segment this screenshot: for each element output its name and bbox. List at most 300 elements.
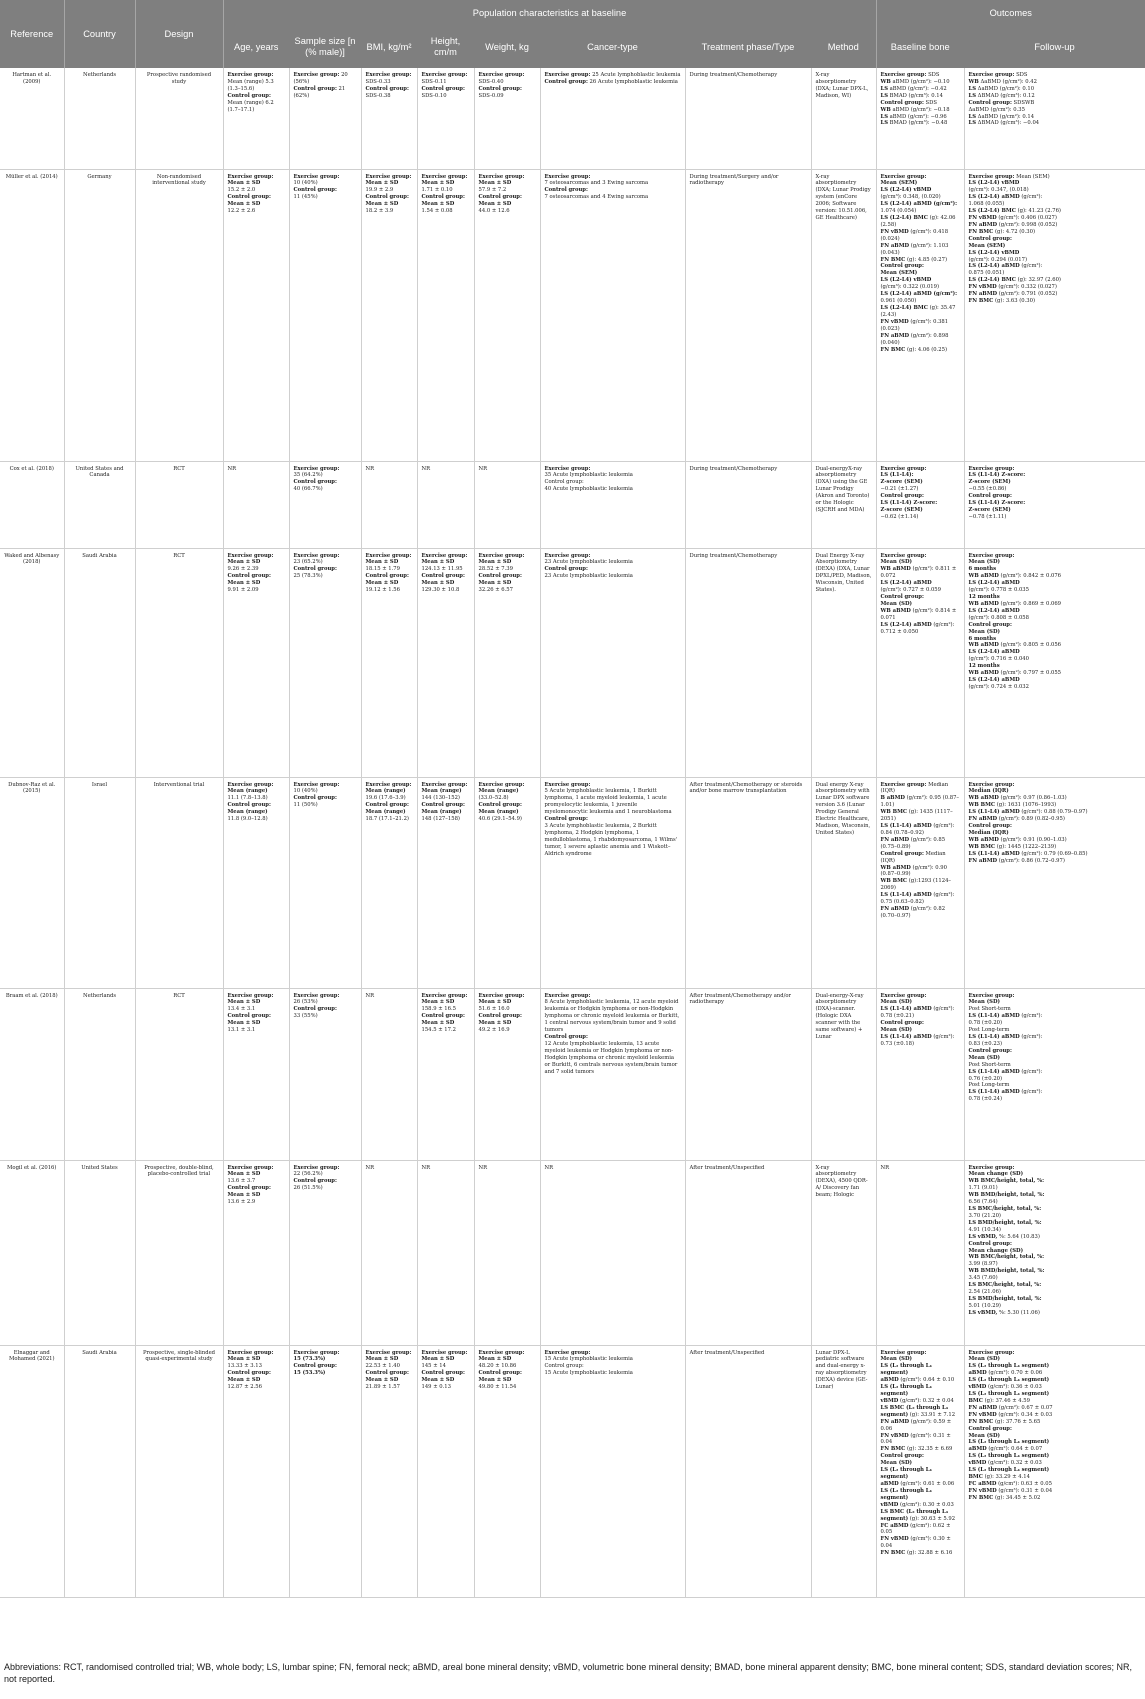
cell-label: WB BMD/height, total, %: bbox=[968, 1192, 1045, 1199]
cell-label: vBMD bbox=[880, 1501, 899, 1508]
cell-label: Mean ± SD bbox=[421, 180, 455, 187]
cell-value: 0.875 (0.051) bbox=[968, 270, 1005, 277]
cell-label: Exercise group: bbox=[421, 72, 468, 78]
cell-bmi bbox=[361, 1345, 417, 1597]
cell-cancer bbox=[540, 1345, 685, 1597]
cell-treatment bbox=[685, 548, 811, 777]
cell-line bbox=[881, 1433, 960, 1447]
cell-line bbox=[545, 486, 681, 493]
cell-value: After treatment/Chemotherapy or steroids and/or bone marrow transplantation bbox=[689, 781, 803, 795]
cell-label: Control group: bbox=[421, 85, 465, 92]
cell-label: Exercise group: bbox=[880, 1349, 927, 1356]
cell-value: SDS-0.38 bbox=[365, 92, 391, 99]
cell-design bbox=[135, 68, 223, 169]
cell-label: LS (L1-L4) aBMD bbox=[880, 1034, 932, 1041]
cell-value: 3.45 (7.60) bbox=[968, 1275, 998, 1282]
cell-label: Control group: bbox=[421, 802, 465, 809]
cell-value: 148 (127–158) bbox=[421, 816, 460, 823]
cell-design bbox=[135, 169, 223, 461]
cell-height bbox=[417, 169, 474, 461]
cell-line bbox=[969, 229, 1142, 236]
cell-line bbox=[422, 1165, 470, 1172]
cell-label: LS (L2-L4) BMC bbox=[968, 277, 1016, 284]
cell-label: aBMD bbox=[880, 1481, 899, 1488]
cell-label: aBMD bbox=[968, 1370, 987, 1377]
cell-age bbox=[223, 988, 289, 1160]
cell-label: Control group: bbox=[968, 621, 1012, 628]
cell-line bbox=[228, 180, 285, 187]
cell-label: WB BMC bbox=[968, 802, 996, 809]
cell-label: LS bbox=[880, 85, 888, 92]
cell-value: 11.1 (7.8–13.8) bbox=[227, 795, 268, 802]
cell-value: Mean (SEM) bbox=[1014, 173, 1050, 180]
cell-line bbox=[228, 1185, 285, 1192]
cell-line bbox=[545, 72, 681, 79]
cell-line bbox=[545, 472, 681, 479]
cell-label: Mean (SD) bbox=[880, 1027, 913, 1034]
cell-value: Dual energy X-ray absorptiometry with Lunar DPX software version 3.6 (Lunar Prodigy General Electric Healthcare, Madison, Wisconsin, United States) bbox=[815, 781, 871, 836]
col-header-baseline: Baseline bone bbox=[876, 26, 964, 68]
cell-line bbox=[969, 1426, 1142, 1433]
cell-label: Control group: bbox=[880, 99, 924, 106]
cell-value: SDS-0.40 bbox=[478, 78, 504, 85]
cell-line bbox=[422, 201, 470, 208]
cell-label: Control group: bbox=[968, 493, 1012, 500]
cell-value: 13.1 ± 3.1 bbox=[227, 1027, 256, 1034]
cell-label: Control group: bbox=[293, 1178, 337, 1185]
cell-line bbox=[479, 1384, 536, 1391]
cell-value: (g/cm²): 0.79 (0.69–0.85) bbox=[1019, 850, 1088, 857]
cell-value: 9.91 ± 2.09 bbox=[227, 587, 259, 594]
cell-value: 20 (56%) bbox=[293, 72, 348, 85]
cell-line bbox=[690, 174, 807, 188]
cell-line bbox=[881, 1446, 960, 1453]
cell-value: 23 Acute lymphoblastic leukemia bbox=[544, 559, 633, 566]
cell-line bbox=[969, 298, 1142, 305]
cell-value: 0.78 (±0.20) bbox=[968, 1020, 1003, 1027]
cell-label: Control group: bbox=[478, 802, 522, 809]
cell-age bbox=[223, 548, 289, 777]
cell-line bbox=[969, 1041, 1142, 1048]
cell-value: (g/cm³): 0.294 (0.017) bbox=[968, 256, 1028, 263]
cell-line bbox=[881, 305, 960, 319]
cell-label: Z-score (SEM) bbox=[880, 479, 923, 486]
cell-line bbox=[816, 553, 872, 595]
cell-label: Control group: bbox=[365, 1370, 409, 1377]
cell-weight bbox=[474, 1160, 540, 1345]
col-header-weight: Weight, kg bbox=[474, 26, 540, 68]
cell-cancer bbox=[540, 988, 685, 1160]
cell-value: 3.70 (21.20) bbox=[968, 1212, 1001, 1219]
cell-line bbox=[294, 72, 357, 86]
cell-line bbox=[881, 1006, 960, 1020]
cell-label: WB bbox=[880, 106, 891, 113]
design-text: Non-randomised interventional study bbox=[152, 173, 206, 187]
cell-line bbox=[294, 999, 357, 1006]
cell-line bbox=[545, 573, 681, 580]
cell-value: %: 5.30 (11.06) bbox=[997, 1309, 1040, 1316]
cell-line bbox=[366, 180, 413, 187]
cell-value: (33.0–52.8) bbox=[478, 795, 509, 802]
cell-line bbox=[969, 1213, 1142, 1220]
table-footnote: Abbreviations: RCT, randomised controlled trial; WB, whole body; LS, lumbar spine; FN, femoral neck; aBMD, areal bone mineral density; vBMD, volumetric bone mineral density; BMAD, bone mineral apparent density; BMC, bone mineral content; SDS, standard deviation scores; NR, not reported. bbox=[4, 1662, 1133, 1684]
cell-line bbox=[422, 1350, 470, 1357]
cell-value: 2.54 (21.06) bbox=[968, 1289, 1001, 1296]
cell-label: Exercise group: bbox=[293, 465, 340, 472]
cell-label: Exercise group: bbox=[968, 992, 1015, 999]
cell-line bbox=[881, 1034, 960, 1041]
cell-value: 0.83 (±0.23) bbox=[968, 1040, 1003, 1047]
cell-value: 1.074 (0.054) bbox=[880, 208, 917, 215]
cell-line bbox=[479, 86, 536, 93]
cell-line bbox=[228, 580, 285, 587]
cell-line bbox=[969, 1474, 1142, 1481]
cell-line bbox=[881, 906, 960, 920]
cell-value: (g/cm²): 0.86 (0.72–0.97) bbox=[997, 857, 1065, 864]
cell-label: LS (L2-L4) vBMD bbox=[968, 249, 1020, 256]
cell-label: Control group: bbox=[880, 594, 924, 601]
cell-line bbox=[228, 1356, 285, 1363]
cell-line bbox=[969, 1206, 1142, 1213]
cell-line bbox=[969, 1096, 1142, 1103]
cell-line bbox=[545, 1350, 681, 1357]
cell-line bbox=[422, 1384, 470, 1391]
cell-label: Exercise group: bbox=[544, 465, 591, 472]
cell-line bbox=[479, 999, 536, 1006]
cell-line bbox=[969, 601, 1142, 608]
cell-value: (g/cm²): 1.103 (0.043) bbox=[880, 242, 949, 256]
cell-line bbox=[881, 587, 960, 594]
cell-value: 48.20 ± 10.86 bbox=[478, 1363, 517, 1370]
cell-label: Z-score (SEM) bbox=[880, 507, 923, 514]
cell-line bbox=[545, 993, 681, 1000]
cell-label: Control group: bbox=[293, 85, 337, 92]
table-row bbox=[0, 548, 1145, 777]
cell-value: (g/cm²): 0.64 ± 0.07 bbox=[986, 1446, 1043, 1453]
cell-label: LS BMC/height, total, %: bbox=[968, 1206, 1042, 1213]
cell-line bbox=[816, 1165, 872, 1200]
cell-line bbox=[294, 1370, 357, 1377]
cell-country bbox=[64, 169, 135, 461]
cell-country bbox=[64, 1160, 135, 1345]
cell-value: 12.2 ± 2.6 bbox=[227, 208, 256, 215]
cell-value: Dual Energy X-ray Absorptiometry (DEXA) (DXA, Lunar DPXL/PED, Madison, Wisconsin, United States). bbox=[815, 552, 872, 594]
cell-line bbox=[881, 1412, 960, 1419]
cell-label: Mean ± SD bbox=[365, 180, 399, 187]
cell-age bbox=[223, 1160, 289, 1345]
cell-age bbox=[223, 777, 289, 988]
cell-reference bbox=[0, 169, 64, 461]
cell-label: LS (L2-L4) BMC bbox=[880, 215, 928, 222]
cell-value: (g): 35.47 (2.43) bbox=[880, 305, 956, 318]
cell-value: (g/cm²): 0.88 (0.79–0.97) bbox=[1019, 809, 1088, 816]
cell-line bbox=[545, 1165, 681, 1172]
cell-label: LS (L2-L4) aBMD bbox=[968, 649, 1020, 656]
cell-label: LS (L₂ through L₄ segment) bbox=[880, 1467, 932, 1481]
cell-value: 23 (65.2%) bbox=[293, 559, 323, 566]
col-header-country: Country bbox=[64, 0, 135, 68]
cell-value: BMAD (g/cm³): 0.14 bbox=[887, 92, 943, 99]
cell-line bbox=[969, 222, 1142, 229]
cell-value: Post Long-term bbox=[968, 1027, 1010, 1034]
cell-followup bbox=[964, 777, 1145, 988]
cell-line bbox=[969, 1481, 1142, 1488]
cell-value: (g/cm³): 0.31 ± 0.04 bbox=[880, 1432, 951, 1446]
cell-value: Post Long-term bbox=[968, 1082, 1010, 1089]
design-text: RCT bbox=[173, 552, 185, 559]
cell-value: (g/cm³): 0.34 ± 0.03 bbox=[996, 1411, 1053, 1418]
cell-value: (g): 32.88 ± 6.16 bbox=[905, 1550, 953, 1557]
cell-value: NR bbox=[478, 1164, 488, 1171]
cell-label: Mean ± SD bbox=[227, 1171, 261, 1178]
table-body bbox=[0, 68, 1145, 1597]
cell-line bbox=[881, 1398, 960, 1405]
cell-value: 5.01 (10.29) bbox=[968, 1302, 1001, 1309]
cell-label: Mean (SD) bbox=[880, 600, 913, 607]
cell-line bbox=[228, 1370, 285, 1377]
cell-label: FN vBMD bbox=[968, 1487, 997, 1494]
cell-line bbox=[969, 486, 1142, 493]
cell-baseline bbox=[876, 1160, 964, 1345]
cell-design bbox=[135, 1345, 223, 1597]
cell-line bbox=[479, 573, 536, 580]
cell-label: Control group: bbox=[227, 92, 271, 99]
cell-reference bbox=[0, 777, 64, 988]
col-header-method: Method bbox=[811, 26, 876, 68]
cell-line bbox=[366, 194, 413, 201]
cell-line bbox=[228, 1377, 285, 1384]
cell-value: 28.52 ± 7.39 bbox=[478, 566, 513, 573]
cell-value: SDS bbox=[1014, 72, 1028, 78]
cell-label: LS (L₂ through L₄ segment) bbox=[968, 1439, 1050, 1446]
cell-value: Lunar DPX-L pediatric software and dual-energy x-ray absorptiometry (DEXA) device (GE-Lunar) bbox=[815, 1349, 868, 1391]
cell-value: (g/cm²): 0.791 (0.052) bbox=[997, 291, 1058, 298]
cell-label: LS (L₂ through L₄ segment) bbox=[880, 1487, 932, 1501]
cell-label: Mean (SD) bbox=[880, 1356, 913, 1363]
table-row bbox=[0, 777, 1145, 988]
cell-label: LS (L2-L4) vBMD bbox=[880, 187, 932, 194]
cell-label: LS (L1-L4) Z-score: bbox=[968, 472, 1026, 479]
reference-text: Waked and Albenasy (2018) bbox=[4, 552, 60, 566]
cell-value: 23 Acute lymphoblastic leukemia bbox=[544, 573, 633, 580]
cell-design bbox=[135, 988, 223, 1160]
cell-label: Median (IQR) bbox=[968, 829, 1009, 836]
cell-label: WB aBMD bbox=[880, 864, 911, 871]
cell-bmi bbox=[361, 461, 417, 548]
cell-label: Exercise group: bbox=[365, 1349, 412, 1356]
cell-line bbox=[422, 553, 470, 560]
cell-label: WB BMC bbox=[968, 843, 996, 850]
cell-value: SDS bbox=[923, 99, 937, 106]
cell-label: Exercise group: bbox=[478, 781, 525, 788]
cell-value: (g): 30.63 ± 5.92 bbox=[908, 1515, 956, 1522]
cell-line bbox=[422, 174, 470, 181]
cell-value: 11 (50%) bbox=[293, 802, 318, 809]
cell-label: FN BMC bbox=[968, 1418, 994, 1425]
col-header-design: Design bbox=[135, 0, 223, 68]
cell-label: FN aBMD bbox=[968, 221, 998, 228]
cell-value: 1.068 (0.055) bbox=[968, 201, 1005, 208]
cell-label: Mean ± SD bbox=[365, 1356, 399, 1363]
cell-line bbox=[422, 86, 470, 93]
cell-line bbox=[969, 1062, 1142, 1069]
cell-line bbox=[366, 1377, 413, 1384]
cell-label: vBMD bbox=[880, 1397, 899, 1404]
cell-value: aBMD (g/cm²): −0.10 bbox=[890, 78, 950, 85]
cell-line bbox=[969, 500, 1142, 507]
cell-line bbox=[881, 1405, 960, 1412]
cell-value: 57.9 ± 7.2 bbox=[478, 187, 507, 194]
cell-line bbox=[545, 566, 681, 573]
cell-label: LS (L₂ through L₄ segment) bbox=[968, 1391, 1050, 1398]
cell-label: Exercise group: bbox=[365, 552, 412, 559]
cell-label: Mean ± SD bbox=[478, 559, 512, 566]
cell-label: FN aBMD bbox=[880, 332, 910, 339]
cell-value: 13.6 ± 3.7 bbox=[227, 1178, 256, 1185]
cell-line bbox=[881, 229, 960, 243]
cell-line bbox=[881, 851, 960, 865]
cell-value: 40.6 (29.1–54.9) bbox=[478, 816, 522, 823]
cell-label: Mean (SD) bbox=[880, 999, 913, 1006]
cell-value: 15 Acute lymphoblastic leukemia bbox=[544, 1356, 633, 1363]
cell-line bbox=[422, 208, 470, 215]
cell-label: Control group: bbox=[880, 1020, 924, 1027]
cell-label: Mean (SD) bbox=[880, 559, 913, 566]
cell-value: 145 ± 14 bbox=[421, 1363, 446, 1370]
cell-value: SDS-0.11 bbox=[421, 78, 447, 85]
cell-line bbox=[969, 1241, 1142, 1248]
cell-label: Control group: bbox=[880, 850, 924, 857]
cell-line bbox=[479, 1370, 536, 1377]
cell-value: 0.73 (±0.18) bbox=[880, 1040, 915, 1047]
cell-label: LS (L2-L4) aBMD bbox=[968, 580, 1020, 587]
cell-sample bbox=[289, 461, 361, 548]
cell-line bbox=[422, 187, 470, 194]
cell-baseline bbox=[876, 68, 964, 169]
cell-line bbox=[366, 1165, 413, 1172]
cell-label: LS (L2-L4) aBMD bbox=[880, 580, 932, 587]
cell-line bbox=[479, 587, 536, 594]
cell-line bbox=[969, 837, 1142, 844]
cell-line bbox=[366, 587, 413, 594]
cell-value: 26 (51.5%) bbox=[293, 1185, 323, 1192]
cell-label: FC aBMD bbox=[880, 1522, 909, 1529]
cell-line bbox=[228, 553, 285, 560]
cell-label: Mean (range) bbox=[421, 809, 462, 816]
cell-value: ΔaBMD (g/cm²): 0.10 bbox=[975, 85, 1035, 92]
cell-line bbox=[690, 553, 807, 560]
cell-line bbox=[969, 823, 1142, 830]
cell-value: 3 Acute lymphoblastic leukemia, 2 Burkitt lymphoma, 2 Hodgkin lymphoma, 1 medulloblastoma, 1 rhabdomyosarcoma, 1 Wilms' tumor, 1 severe aplastic anemia and 1 Wiskott–Aldrich syndrome bbox=[544, 823, 678, 857]
cell-label: FN aBMD bbox=[968, 1404, 998, 1411]
cell-label: Exercise group: bbox=[293, 552, 340, 559]
cell-value: 9.26 ± 2.39 bbox=[227, 566, 259, 573]
cell-line bbox=[969, 1495, 1142, 1502]
cell-line bbox=[228, 1178, 285, 1185]
cell-line bbox=[881, 208, 960, 215]
cell-line bbox=[969, 100, 1142, 107]
cell-line bbox=[881, 1488, 960, 1502]
cell-line bbox=[545, 553, 681, 560]
cell-label: WB BMD/height, total, %: bbox=[968, 1268, 1045, 1275]
cell-line bbox=[479, 1027, 536, 1034]
cell-label: FN vBMD bbox=[880, 228, 909, 235]
cell-value: aBMD (g/cm²): −0.42 bbox=[887, 85, 947, 92]
design-text: Prospective, single-blinded quasi-experimental study bbox=[142, 1349, 216, 1363]
cell-treatment bbox=[685, 1345, 811, 1597]
cell-label: Control group: bbox=[880, 1453, 924, 1460]
cell-age bbox=[223, 68, 289, 169]
cell-line bbox=[969, 858, 1142, 865]
cell-line bbox=[228, 194, 285, 201]
cell-label: segment) bbox=[880, 1515, 909, 1522]
cell-value: (g/cm²): 0.898 (0.040) bbox=[880, 332, 949, 346]
cell-line bbox=[366, 1363, 413, 1370]
cell-line bbox=[881, 1363, 960, 1377]
cell-label: Control group: bbox=[478, 573, 522, 580]
cell-value: 22 (56.2%) bbox=[293, 1171, 323, 1178]
cell-label: LS (L1-L4) aBMD bbox=[968, 1068, 1020, 1075]
cell-value: 11.8 (9.0–12.8) bbox=[227, 816, 268, 823]
cell-label: WB aBMD bbox=[968, 836, 999, 843]
cell-line bbox=[969, 559, 1142, 566]
cell-line bbox=[228, 573, 285, 580]
cell-line bbox=[366, 174, 413, 181]
cell-line bbox=[422, 1363, 470, 1370]
cell-label: Mean (SD) bbox=[880, 1460, 913, 1467]
cell-line bbox=[969, 1069, 1142, 1076]
cell-label: BMC bbox=[968, 1474, 983, 1481]
cell-line bbox=[479, 566, 536, 573]
cell-baseline bbox=[876, 1345, 964, 1597]
cell-label: Mean ± SD bbox=[227, 180, 261, 187]
cell-value: (g): 32.97 (2.60) bbox=[1015, 277, 1061, 284]
reference-text: Braam et al. (2018) bbox=[5, 992, 58, 999]
cell-label: WB aBMD bbox=[968, 642, 999, 649]
cell-label: Control group: bbox=[227, 802, 271, 809]
cell-line bbox=[969, 1296, 1142, 1303]
cell-label: LS bbox=[880, 113, 888, 120]
cell-label: Mean ± SD bbox=[227, 580, 261, 587]
cell-line bbox=[969, 1398, 1142, 1405]
cell-label: Mean ± SD bbox=[227, 1192, 261, 1199]
table-header bbox=[0, 0, 1145, 68]
cell-line bbox=[969, 1055, 1142, 1062]
cell-value: NR bbox=[227, 465, 237, 472]
cell-value: (g/cm²): 0.84 (0.78–0.92) bbox=[880, 823, 955, 836]
cell-label: Exercise group: bbox=[880, 465, 927, 472]
cell-line bbox=[969, 72, 1142, 79]
cell-label: Mean ± SD bbox=[421, 1020, 455, 1027]
cell-line bbox=[881, 72, 960, 79]
cell-value: 149 ± 0.13 bbox=[421, 1384, 451, 1391]
cell-label: FN BMC bbox=[968, 298, 994, 305]
cell-label: Control group: bbox=[421, 194, 465, 201]
cell-sample bbox=[289, 1345, 361, 1597]
cell-line bbox=[969, 999, 1142, 1006]
cell-value: NR bbox=[478, 465, 488, 472]
cell-value: (g/cm²): bbox=[931, 621, 955, 628]
cell-value: NR bbox=[544, 1164, 554, 1171]
cell-line bbox=[969, 1412, 1142, 1419]
cell-line bbox=[228, 201, 285, 208]
cell-label: Control group: bbox=[227, 1185, 271, 1192]
cell-value: 0.712 ± 0.050 bbox=[880, 628, 919, 635]
cell-line bbox=[969, 1171, 1142, 1178]
cell-method bbox=[811, 777, 876, 988]
cell-label: Control group: bbox=[968, 1047, 1012, 1054]
cell-country bbox=[64, 548, 135, 777]
